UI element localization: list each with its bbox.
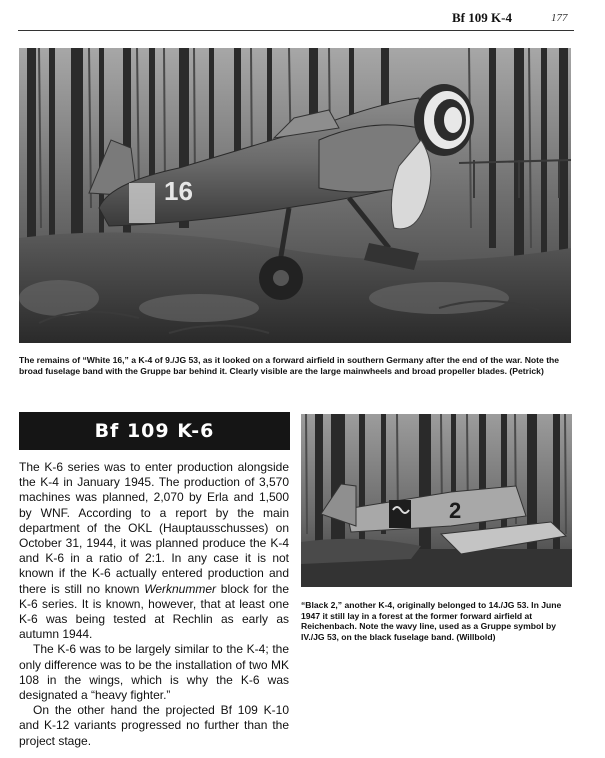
section-heading: Bf 109 K-6 — [19, 412, 290, 450]
running-title: Bf 109 K-4 — [452, 10, 512, 25]
caption-right-photo: “Black 2,” another K-4, originally belonged to 14./JG 53. In June 1947 it still lay in a forest at the former forward airfield at Reichenbach. Note the wavy line, used as a Gruppe symbol by IV./JG 53, on the black fuselage band. (Willbold) — [301, 600, 562, 642]
body-paragraph-1-part-a: The K-6 series was to enter production alongside the K-4 in January 1945. The production of 3,570 machines was planned, 2,070 by Erla and 1,500 by WNF. According to a report by the main department of the OKL (Hauptausschusses) on October 31, 1944, it was planned produce the K-4 and K-6 in a ratio of 2:1. In any case it is not known if the K-6 actually entered production and there is still no known — [19, 460, 289, 596]
body-paragraph-3: On the other hand the projected Bf 109 K-10 and K-12 variants progressed no further than the project stage. — [19, 703, 289, 748]
photo-black-2-wreck — [301, 414, 572, 587]
fuselage-number-16: 16 — [164, 176, 193, 206]
body-text — [19, 460, 289, 749]
werknummer-term: Werknummer — [144, 581, 216, 596]
header-rule — [18, 30, 574, 31]
page-number: 177 — [551, 12, 568, 24]
caption-top-photo: The remains of “White 16,” a K-4 of 9./JG 53, as it looked on a forward airfield in southern Germany after the end of the war. Note the broad fuselage band with the Gruppe bar behind it. Clearly visible are the large mainwheels and broad propeller blades. (Petrick) — [19, 355, 560, 376]
fuselage-number-2: 2 — [449, 498, 462, 523]
body-paragraph-1 — [19, 460, 289, 642]
body-paragraph-1-part-b: block for the K-6 series. It is known, however, that at least one K-6 was being tested at Rechlin as early as autumn 1944. — [19, 581, 289, 642]
photo-white-16-wreck — [19, 48, 571, 343]
body-paragraph-2: The K-6 was to be largely similar to the K-4; the only difference was to be the installation of two MK 108 in the wings, which is why the K-6 was designated a “heavy fighter.” — [19, 642, 289, 703]
